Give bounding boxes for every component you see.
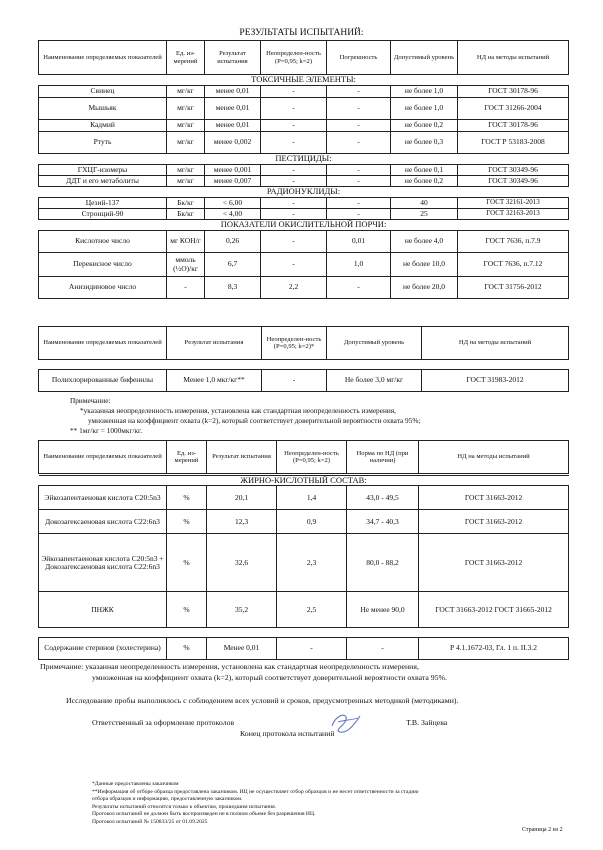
table-header <box>39 441 569 474</box>
cell: - <box>327 86 391 98</box>
table-row <box>39 165 569 176</box>
results-title: РЕЗУЛЬТАТЫ ИСПЫТАНИЙ: <box>239 28 364 38</box>
cell: - <box>261 231 327 253</box>
fatty-acid-header-table <box>38 440 569 474</box>
cell: Менее 0,01 <box>207 638 277 660</box>
table-row <box>39 198 569 209</box>
table-row <box>39 370 569 392</box>
cell: ГОСТ 32163-2013 <box>458 209 569 220</box>
cell: менее 0,001 <box>205 165 261 176</box>
section-row <box>39 476 569 486</box>
table-row <box>39 231 569 253</box>
cell: мг/кг <box>167 165 205 176</box>
cell: - <box>327 176 391 187</box>
header-cell: Неопределен-ность (P=0,95; k=2) <box>277 441 347 474</box>
section-row <box>39 75 569 86</box>
footnotes <box>92 781 419 826</box>
header-cell: Результат испытания <box>205 41 261 75</box>
cell: Содержание стеринов (холестерина) <box>39 638 167 660</box>
table-row <box>39 209 569 220</box>
cell: 8,3 <box>205 277 261 299</box>
cell: 40 <box>391 198 458 209</box>
cell: - <box>261 120 327 132</box>
header-cell: Наименование определяемых показателей <box>39 41 167 75</box>
cell: менее 0,01 <box>205 120 261 132</box>
table-row <box>39 176 569 187</box>
cell: - <box>327 165 391 176</box>
cell: ГОСТ 31663-2012 <box>419 534 569 592</box>
header-cell: НД на методы испытаний <box>422 327 569 360</box>
cell: Эйкозапентаеновая кислота С20:5n3 <box>39 486 167 510</box>
cell: менее 0,007 <box>205 176 261 187</box>
cell: ГОСТ 31266-2004 <box>458 98 569 120</box>
cell: Не менее 90,0 <box>347 592 419 628</box>
page-number: Страница 2 из 2 <box>522 827 563 833</box>
cell: - <box>261 176 327 187</box>
cell: 34,7 - 40,3 <box>347 510 419 534</box>
cell: - <box>261 209 327 220</box>
cell: не более 20,0 <box>391 277 458 299</box>
header-cell: НД на методы испытаний <box>458 41 569 75</box>
cell: 0,9 <box>277 510 347 534</box>
note-label: Примечание: <box>70 396 111 405</box>
header-cell: НД на методы испытаний <box>419 441 569 474</box>
cell: Р 4.1.1672-03, Гл. 1 п. II.3.2 <box>419 638 569 660</box>
header-cell: Наименование определяемых показателей <box>39 327 167 360</box>
header-cell: Ед. из-мерений <box>167 441 207 474</box>
pcb-table <box>38 369 569 392</box>
note-line: умноженная на коэффициент охвата (k=2), который соответствует доверительной вероятности охвата 95%. <box>92 673 447 682</box>
cell: 2,2 <box>261 277 327 299</box>
cell: мг КОН/г <box>167 231 205 253</box>
cell: 32,6 <box>207 534 277 592</box>
responsible-label: Ответственный за оформление протоколов <box>92 718 235 727</box>
cell: ПНЖК <box>39 592 167 628</box>
cell: менее 0,01 <box>205 86 261 98</box>
conclusion-text: Исследование пробы выполнялось с соблюдением всех условий и сроков, предусмотренных методикой (методиками). <box>66 696 459 705</box>
cell: < 6,00 <box>205 198 261 209</box>
table-row <box>39 592 569 628</box>
cell: мг/кг <box>167 98 205 120</box>
cell: Мышьяк <box>39 98 167 120</box>
header-cell: Погрешность <box>327 41 391 75</box>
table-row <box>39 120 569 132</box>
cell: 2,5 <box>277 592 347 628</box>
table-row <box>39 638 569 660</box>
responsible-name: Т.В. Зайцева <box>406 718 448 727</box>
cell: ГОСТ 30349-96 <box>458 176 569 187</box>
cell: Кадмий <box>39 120 167 132</box>
table-row <box>39 486 569 510</box>
cell: Ртуть <box>39 132 167 154</box>
cell: % <box>167 510 207 534</box>
cell: 1,4 <box>277 486 347 510</box>
cell: - <box>261 132 327 154</box>
cell: - <box>327 132 391 154</box>
footnote: **Информация об отборе образца предоставлена заказчиком. ИЦ не осуществляет отбор образцов и не несет ответственности за стадию <box>92 788 419 795</box>
cell: не более 4,0 <box>391 231 458 253</box>
cell: - <box>347 638 419 660</box>
cell: мг/кг <box>167 86 205 98</box>
cell: 20,1 <box>207 486 277 510</box>
cell: не более 0,2 <box>391 176 458 187</box>
cell: ГОСТ 30178-96 <box>458 86 569 98</box>
cell: ГОСТ 7636, п.7.9 <box>458 231 569 253</box>
cell: не более 10,0 <box>391 253 458 277</box>
cell: Менее 1,0 мкг/кг** <box>167 370 262 392</box>
cell: 35,2 <box>207 592 277 628</box>
footnote: Результаты испытаний относятся только к объектам, прошедшим испытания. <box>92 803 277 810</box>
cell: Бк/кг <box>167 198 205 209</box>
fatty-acid-table <box>38 475 569 628</box>
header-cell: Неопределен-ность (P=0,95; k=2)* <box>262 327 327 360</box>
sterol-table <box>38 637 569 660</box>
cell: 25 <box>391 209 458 220</box>
table-row <box>39 98 569 120</box>
cell: ГОСТ 30349-96 <box>458 165 569 176</box>
footnote: Протокол испытаний не должен быть воспроизведен не в полном объеме без разрешения ИЦ. <box>92 811 316 818</box>
cell: - <box>167 277 205 299</box>
cell: Эйкозапентаеновая кислота С20:5n3 + Докозагексаеновая кислота С22:6n3 <box>39 534 167 592</box>
end-of-protocol: Конец протокола испытаний <box>240 729 335 738</box>
cell: не более 0,3 <box>391 132 458 154</box>
cell: % <box>167 592 207 628</box>
section-row <box>39 220 569 231</box>
cell: Свинец <box>39 86 167 98</box>
cell: ГОСТ Р 53183-2008 <box>458 132 569 154</box>
header-cell: Допустимый уровень <box>391 41 458 75</box>
cell: Докозагексаеновая кислота С22:6n3 <box>39 510 167 534</box>
cell: 0,26 <box>205 231 261 253</box>
cell: - <box>327 98 391 120</box>
table-row <box>39 86 569 98</box>
cell: ГОСТ 7636, п.7.12 <box>458 253 569 277</box>
note-line: Примечание: указанная неопределенность измерения, установлена как стандартная неопределенность измерения, <box>40 662 419 671</box>
cell: - <box>327 120 391 132</box>
cell: менее 0,01 <box>205 98 261 120</box>
cell: - <box>261 253 327 277</box>
table-row <box>39 253 569 277</box>
cell: - <box>261 98 327 120</box>
cell: ГОСТ 31663-2012 <box>419 510 569 534</box>
cell: ммоль (½O)/кг <box>167 253 205 277</box>
section-row <box>39 154 569 165</box>
cell: ГОСТ 32161-2013 <box>458 198 569 209</box>
note-line: *указанная неопределенность измерения, установлена как стандартная неопределенность измерения, <box>80 406 396 415</box>
section-title: ЖИРНО-КИСЛОТНЫЙ СОСТАВ: <box>39 476 569 486</box>
cell: - <box>327 198 391 209</box>
cell: - <box>261 165 327 176</box>
table-row <box>39 534 569 592</box>
cell: 43,0 - 49,5 <box>347 486 419 510</box>
section-title: ПОКАЗАТЕЛИ ОКИСЛИТЕЛЬНОЙ ПОРЧИ: <box>39 220 569 231</box>
cell: Перекисное число <box>39 253 167 277</box>
cell: 6,7 <box>205 253 261 277</box>
cell: % <box>167 638 207 660</box>
cell: не более 1,0 <box>391 86 458 98</box>
header-cell: Неопределен-ность (P=0,95; k=2) <box>261 41 327 75</box>
section-title: ТОКСИЧНЫЕ ЭЛЕМЕНТЫ: <box>39 75 569 86</box>
cell: - <box>327 209 391 220</box>
table-row <box>39 132 569 154</box>
cell: 2,3 <box>277 534 347 592</box>
cell: - <box>261 86 327 98</box>
table-header <box>39 41 569 75</box>
cell: мг/кг <box>167 176 205 187</box>
cell: Кислотное число <box>39 231 167 253</box>
cell: Анизидиновое число <box>39 277 167 299</box>
cell: Бк/кг <box>167 209 205 220</box>
results-table <box>38 40 569 299</box>
cell: 12,3 <box>207 510 277 534</box>
cell: - <box>327 277 391 299</box>
table-row <box>39 277 569 299</box>
cell: не более 0,1 <box>391 165 458 176</box>
header-cell: Наименование определяемых показателей <box>39 441 167 474</box>
cell: мг/кг <box>167 120 205 132</box>
cell: 0,01 <box>327 231 391 253</box>
cell: - <box>262 370 327 392</box>
cell: % <box>167 486 207 510</box>
footnote: отбора образцов и информацию, предоставленную заказчиком. <box>92 796 243 803</box>
header-cell: Результат испытания <box>167 327 262 360</box>
cell: ГОСТ 31663-2012 ГОСТ 31665-2012 <box>419 592 569 628</box>
cell: ГОСТ 31663-2012 <box>419 486 569 510</box>
cell: 80,0 - 88,2 <box>347 534 419 592</box>
header-cell: Ед. из-мерений <box>167 41 205 75</box>
cell: ГОСТ 30178-96 <box>458 120 569 132</box>
cell: Не более 3,0 мг/кг <box>327 370 422 392</box>
table-header <box>39 327 569 360</box>
cell: - <box>277 638 347 660</box>
header-cell: Норма по НД (при наличии) <box>347 441 419 474</box>
cell: < 4,00 <box>205 209 261 220</box>
header-cell: Допустимый уровень <box>327 327 422 360</box>
cell: ГОСТ 31756-2012 <box>458 277 569 299</box>
footnote: *Данные предоставлены заказчиком <box>92 781 179 787</box>
pcb-header-table <box>38 326 569 360</box>
cell: ДДТ и его метаболиты <box>39 176 167 187</box>
cell: не более 0,2 <box>391 120 458 132</box>
table-row <box>39 510 569 534</box>
note-line: умноженная на коэффициент охвата (k=2), который соответствует доверительной вероятности охвата 95%; <box>88 416 421 425</box>
cell: Стронций-90 <box>39 209 167 220</box>
footnote: Протокол испытаний № 150833/25 от 01.09.2025 <box>92 818 208 825</box>
cell: не более 1,0 <box>391 98 458 120</box>
cell: менее 0,002 <box>205 132 261 154</box>
cell: ГОСТ 31983-2012 <box>422 370 569 392</box>
section-row <box>39 187 569 198</box>
cell: % <box>167 534 207 592</box>
cell: ГХЦГ-изомеры <box>39 165 167 176</box>
header-cell: Результат испытания <box>207 441 277 474</box>
cell: мг/кг <box>167 132 205 154</box>
cell: - <box>261 198 327 209</box>
cell: 1,0 <box>327 253 391 277</box>
note-line: ** 1мг/кг = 1000мкг/кг. <box>70 426 143 435</box>
cell: Цезий-137 <box>39 198 167 209</box>
cell: Полихлорированные бифенилы <box>39 370 167 392</box>
section-title: ПЕСТИЦИДЫ: <box>39 154 569 165</box>
section-title: РАДИОНУКЛИДЫ: <box>39 187 569 198</box>
